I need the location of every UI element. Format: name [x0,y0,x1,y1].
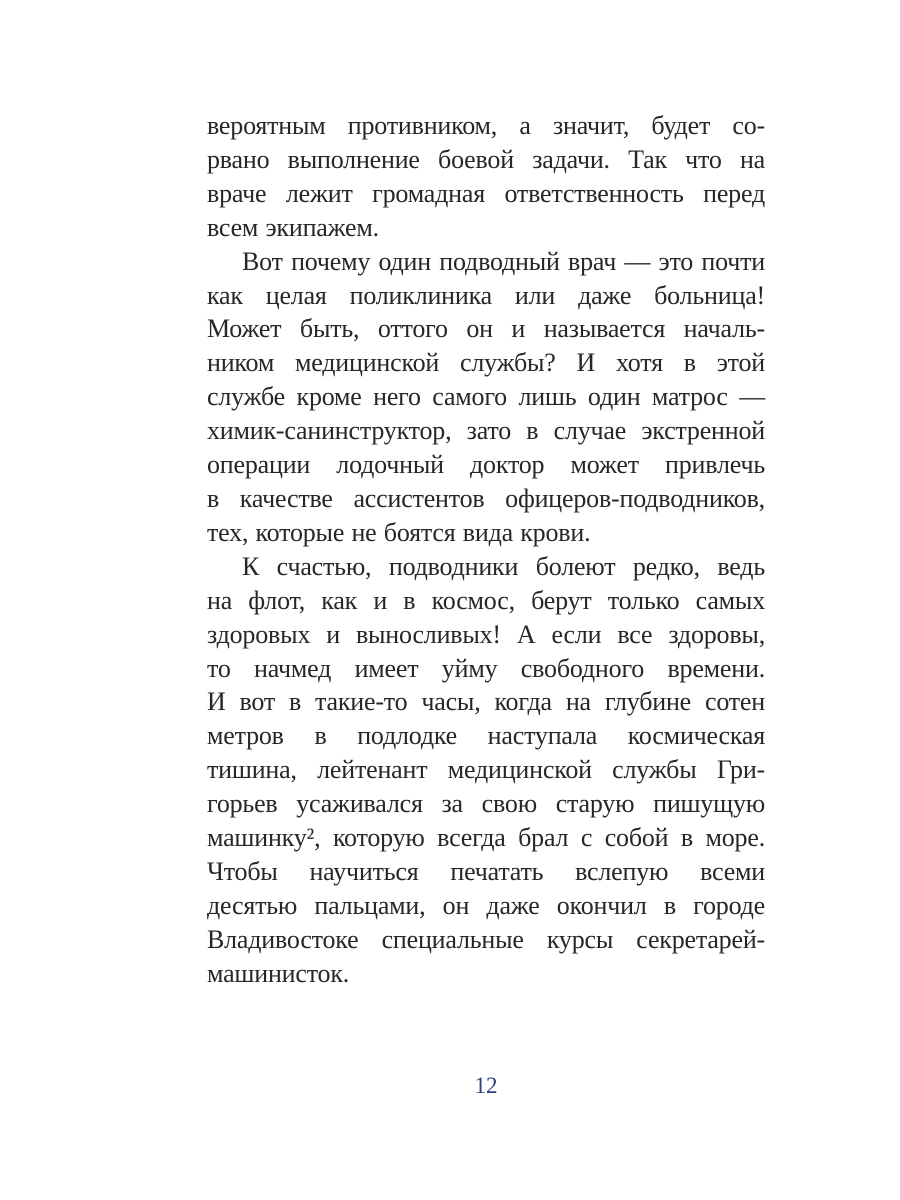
text-line: К счастью, подводники болеют редко, ведь [242,551,765,581]
text-line: рвано выполнение боевой задачи. Так что на [207,144,765,174]
text-line: Может быть, оттого он и называется началь- [207,314,765,344]
text-line: тех, которые не боятся вида крови. [207,517,591,547]
text-line: химик-санинструктор, зато в случае экстренной [207,416,765,446]
text-line: Чтобы научиться печатать вслепую всеми [207,856,765,886]
text-line: операции лодочный доктор может привлечь [207,450,765,480]
text-line: как целая поликлиника или даже больница! [207,280,765,310]
text-line: службе кроме него самого лишь один матрос — [207,382,765,412]
text-line: горьев усаживался за свою старую пишущую [207,789,765,819]
text-line: И вот в такие-то часы, когда на глубине сотен [207,687,765,717]
text-line: машинисток. [207,958,350,988]
text-line: вероятным противником, а значит, будет со- [207,111,765,140]
text-line: в качестве ассистентов офицеров-подводников, [207,483,765,513]
page-text [207,109,765,991]
text-line: машинку², которую всегда брал с собой в море. [207,823,765,853]
text-line: на флот, как и в космос, берут только самых [207,585,765,615]
text-line: здоровых и выносливых! А если все здоровы, [207,619,765,649]
text-line: метров в подлодке наступала космическая [207,721,765,751]
text-line: то начмед имеет уйму свободного времени. [207,653,765,683]
text-line: всем экипажем. [207,212,379,242]
page-number: 12 [474,1073,498,1098]
text-line: тишина, лейтенант медицинской службы Гри- [207,755,765,785]
text-line: враче лежит громадная ответственность перед [207,178,765,208]
text-line: ником медицинской службы? И хотя в этой [207,348,765,378]
text-line: Вот почему один подводный врач — это почти [242,246,765,276]
text-line: Владивостоке специальные курсы секретарей- [207,924,765,954]
text-line: десятью пальцами, он даже окончил в городе [207,890,765,920]
